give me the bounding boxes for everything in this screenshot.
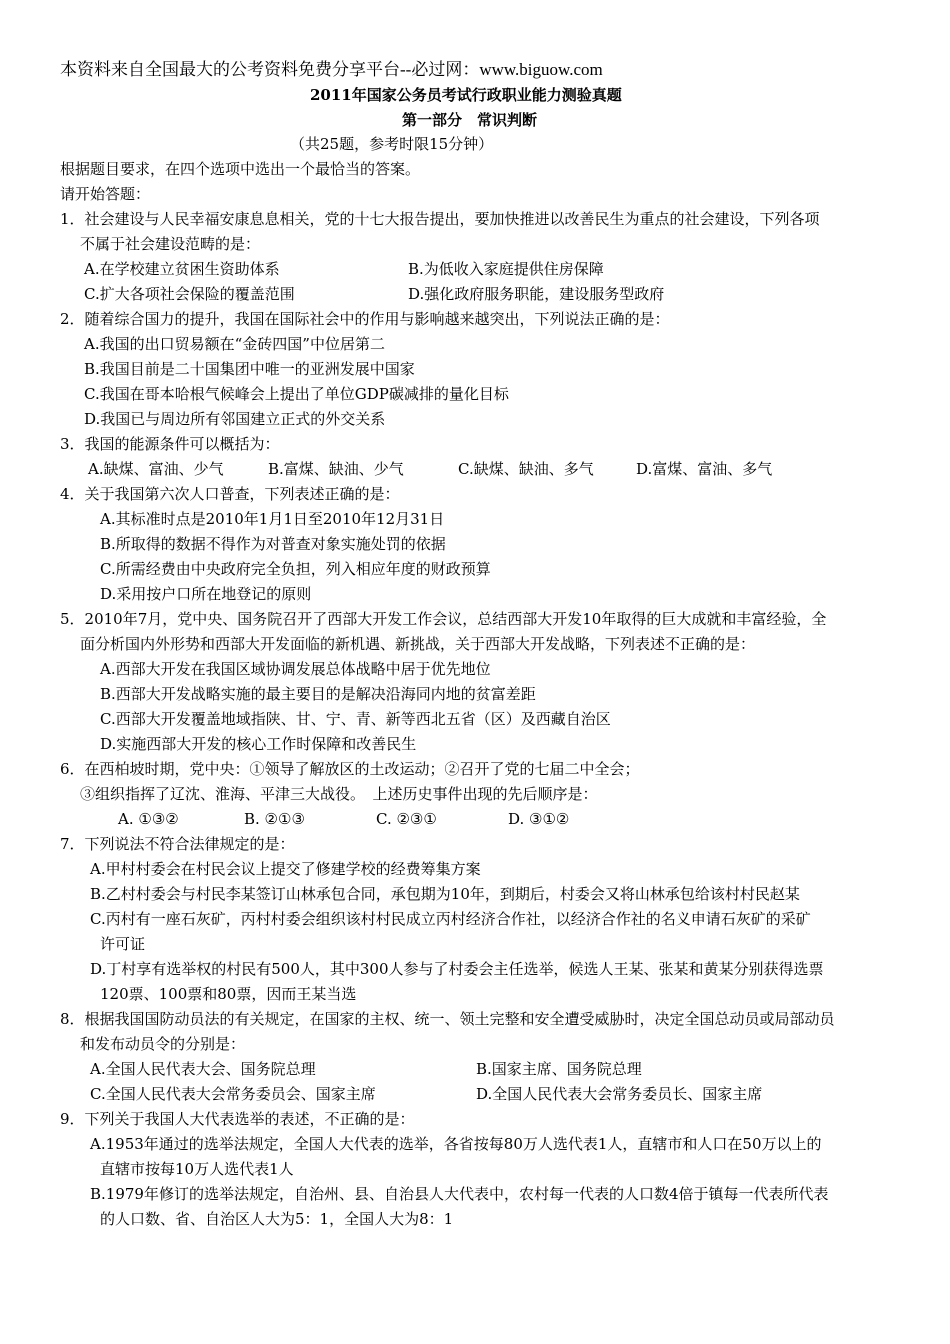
- q1-option-d: D.强化政府服务职能，建设服务型政府: [408, 285, 665, 303]
- q9-option-b-line2: 的人口数、省、自治区人大为5：1，全国人大为8：1: [100, 1210, 454, 1228]
- q6-option-b: B. ②①③: [244, 810, 305, 828]
- q6-stem-line1: 6．在西柏坡时期，党中央：①领导了解放区的土改运动；②召开了党的七届二中全会；: [60, 760, 640, 778]
- q8-option-c: C.全国人民代表大会常务委员会、国家主席: [90, 1085, 376, 1103]
- q7-option-c-line1: C.丙村有一座石灰矿，丙村村委会组织该村村民成立丙村经济合作社，以经济合作社的名义申请石灰矿的采矿: [90, 910, 811, 928]
- time-note: （共25题，参考时限15分钟）: [290, 135, 494, 153]
- q4-option-d: D.采用按户口所在地登记的原则: [100, 585, 312, 603]
- q7-option-c-line2: 许可证: [100, 935, 146, 953]
- q7-option-a: A.甲村村委会在村民会议上提交了修建学校的经费筹集方案: [90, 860, 481, 878]
- q2-stem: 2．随着综合国力的提升，我国在国际社会中的作用与影响越来越突出，下列说法正确的是：: [60, 310, 670, 328]
- q8-option-b: B.国家主席、国务院总理: [476, 1060, 642, 1078]
- q7-option-d-line1: D.丁村享有选举权的村民有500人，其中300人参与了村委会主任选举，候选人王某、张某和黄某分别获得选票: [90, 960, 824, 978]
- q9-option-b-line1: B.1979年修订的选举法规定，自治州、县、自治县人大代表中，农村每一代表的人口数4倍于镇每一代表所代表: [90, 1185, 829, 1203]
- q5-option-a: A.西部大开发在我国区域协调发展总体战略中居于优先地位: [100, 660, 491, 678]
- q3-option-b: B.富煤、缺油、少气: [268, 460, 404, 478]
- q4-option-c: C.所需经费由中央政府完全负担，列入相应年度的财政预算: [100, 560, 491, 578]
- q1-option-c: C.扩大各项社会保险的覆盖范围: [84, 285, 295, 303]
- q5-option-c: C.西部大开发覆盖地域指陕、甘、宁、青、新等西北五省（区）及西藏自治区: [100, 710, 611, 728]
- q6-option-d: D. ③①②: [508, 810, 570, 828]
- q4-stem: 4．关于我国第六次人口普查，下列表述正确的是：: [60, 485, 400, 503]
- q8-stem-line2: 和发布动员令的分别是：: [80, 1035, 246, 1053]
- q3-option-d: D.富煤、富油、多气: [636, 460, 773, 478]
- q1-option-b: B.为低收入家庭提供住房保障: [408, 260, 604, 278]
- start-prompt: 请开始答题：: [60, 185, 151, 203]
- q7-option-b: B.乙村村委会与村民李某签订山林承包合同，承包期为10年，到期后，村委会又将山林承包给该村村民赵某: [90, 885, 800, 903]
- q2-option-d: D.我国已与周边所有邻国建立正式的外交关系: [84, 410, 386, 428]
- q2-option-b: B.我国目前是二十国集团中唯一的亚洲发展中国家: [84, 360, 415, 378]
- q9-option-a-line2: 直辖市按每10万人选代表1人: [100, 1160, 294, 1178]
- q2-option-a: A.我国的出口贸易额在“金砖四国”中位居第二: [84, 335, 385, 353]
- page-title: 2011年国家公务员考试行政职业能力测验真题: [310, 86, 622, 104]
- q8-option-d: D.全国人民代表大会常务委员长、国家主席: [476, 1085, 763, 1103]
- q6-option-a: A. ①③②: [118, 810, 179, 828]
- q1-option-a: A.在学校建立贫困生资助体系: [84, 260, 280, 278]
- q3-option-a: A.缺煤、富油、少气: [88, 460, 224, 478]
- q7-option-d-line2: 120票、100票和80票，因而王某当选: [100, 985, 357, 1003]
- q5-stem-line2: 面分析国内外形势和西部大开发面临的新机遇、新挑战，关于西部大开发战略，下列表述不正确的是：: [80, 635, 756, 653]
- source-line: 本资料来自全国最大的公考资料免费分享平台--必过网：www.biguow.com: [60, 60, 603, 79]
- q8-stem-line1: 8．根据我国国防动员法的有关规定，在国家的主权、统一、领土完整和安全遭受威胁时，决定全国总动员或局部动员: [60, 1010, 835, 1028]
- q5-stem-line1: 5．2010年7月，党中央、国务院召开了西部大开发工作会议，总结西部大开发10年取得的巨大成就和丰富经验，全: [60, 610, 827, 628]
- q6-option-c: C. ②③①: [376, 810, 437, 828]
- q3-stem: 3．我国的能源条件可以概括为：: [60, 435, 280, 453]
- q4-option-b: B.所取得的数据不得作为对普查对象实施处罚的依据: [100, 535, 446, 553]
- q1-stem-line1: 1．社会建设与人民幸福安康息息相关，党的十七大报告提出，要加快推进以改善民生为重点的社会建设，下列各项: [60, 210, 820, 228]
- q6-stem-line2: ③组织指挥了辽沈、淮海、平津三大战役。 上述历史事件出现的先后顺序是：: [80, 785, 598, 803]
- q5-option-d: D.实施西部大开发的核心工作时保障和改善民生: [100, 735, 417, 753]
- section-title: 第一部分 常识判断: [402, 111, 538, 129]
- q4-option-a: A.其标准时点是2010年1月1日至2010年12月31日: [100, 510, 445, 528]
- q7-stem: 7．下列说法不符合法律规定的是：: [60, 835, 295, 853]
- q5-option-b: B.西部大开发战略实施的最主要目的是解决沿海同内地的贫富差距: [100, 685, 536, 703]
- instruction: 根据题目要求，在四个选项中选出一个最恰当的答案。: [60, 160, 421, 178]
- q1-stem-line2: 不属于社会建设范畴的是：: [80, 235, 261, 253]
- q3-option-c: C.缺煤、缺油、多气: [458, 460, 594, 478]
- q9-option-a-line1: A.1953年通过的选举法规定，全国人大代表的选举，各省按每80万人选代表1人，直辖市和人口在50万以上的: [90, 1135, 822, 1153]
- q2-option-c: C.我国在哥本哈根气候峰会上提出了单位GDP碳减排的量化目标: [84, 385, 509, 403]
- q8-option-a: A.全国人民代表大会、国务院总理: [90, 1060, 316, 1078]
- q9-stem: 9．下列关于我国人大代表选举的表述，不正确的是：: [60, 1110, 415, 1128]
